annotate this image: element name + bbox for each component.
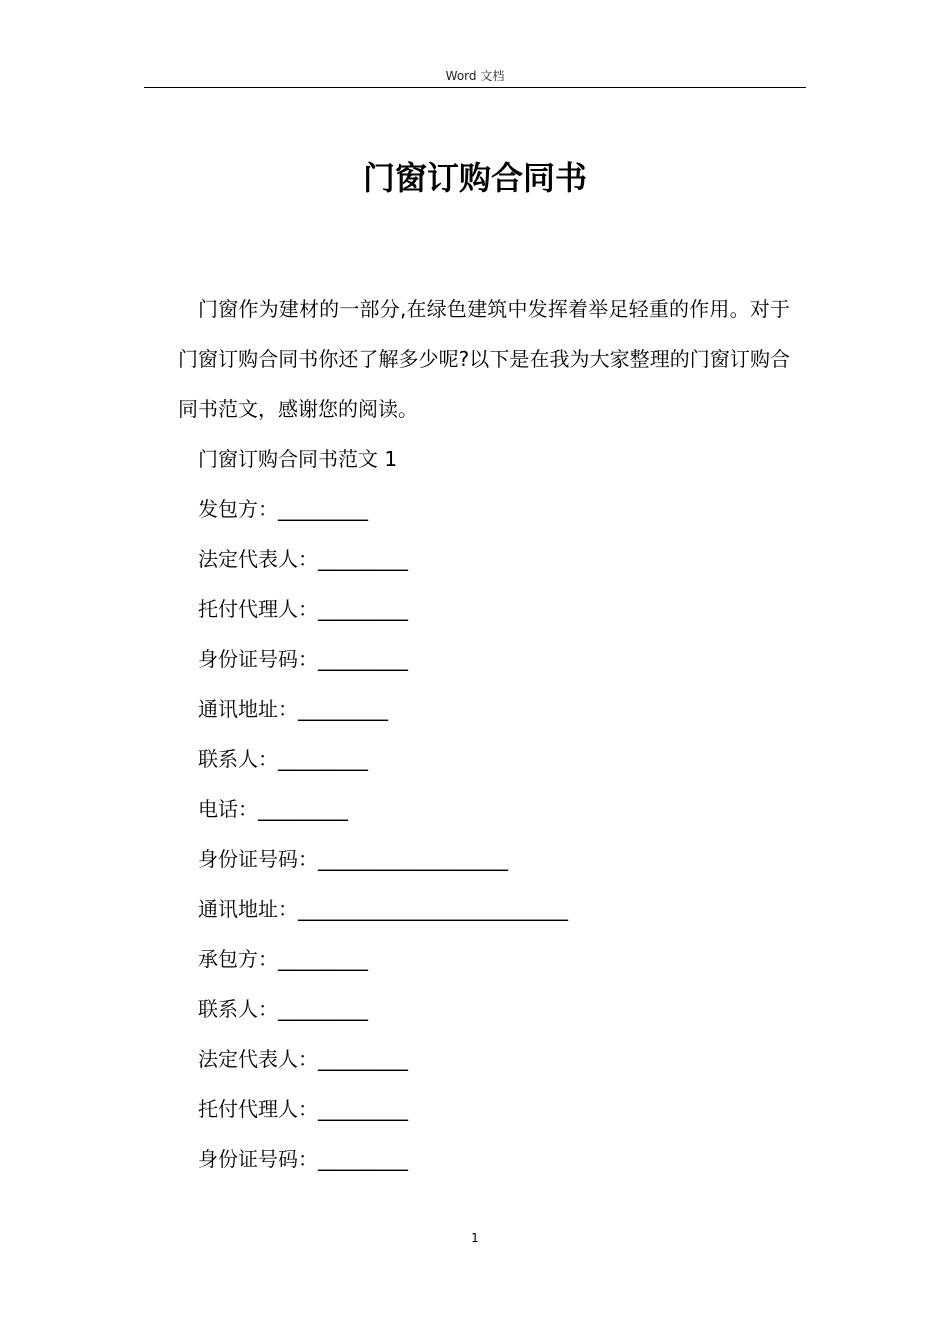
- field-line: 联系人：_________: [198, 997, 368, 1021]
- field-line: 托付代理人：_________: [198, 597, 408, 621]
- field-line: 通讯地址：___________________________: [198, 897, 568, 921]
- contract-fields: [198, 434, 798, 1184]
- page-number: 1: [471, 1231, 479, 1245]
- field-line: 身份证号码：_________: [198, 1147, 408, 1171]
- page-header: Word 文档: [445, 69, 505, 83]
- field-line: 法定代表人：_________: [198, 547, 408, 571]
- field-line: 通讯地址：_________: [198, 697, 388, 721]
- document-title: 门窗订购合同书: [362, 159, 587, 197]
- field-line: 托付代理人：_________: [198, 1097, 408, 1121]
- header-divider: [144, 87, 806, 88]
- field-line: 身份证号码：___________________: [198, 847, 508, 871]
- field-line: 法定代表人：_________: [198, 1047, 408, 1071]
- field-line: 承包方：_________: [198, 947, 368, 971]
- intro-paragraph: 门窗作为建材的一部分,在绿色建筑中发挥着举足轻重的作用。对于门窗订购合同书你还了解多少呢?以下是在我为大家整理的门窗订购合同书范文，感谢您的阅读。: [178, 297, 790, 421]
- field-line: 身份证号码：_________: [198, 647, 408, 671]
- field-line: 联系人：_________: [198, 747, 368, 771]
- section-heading: 门窗订购合同书范文 1: [198, 447, 398, 471]
- field-line: 发包方：_________: [198, 497, 368, 521]
- field-line: 电话：_________: [198, 797, 348, 821]
